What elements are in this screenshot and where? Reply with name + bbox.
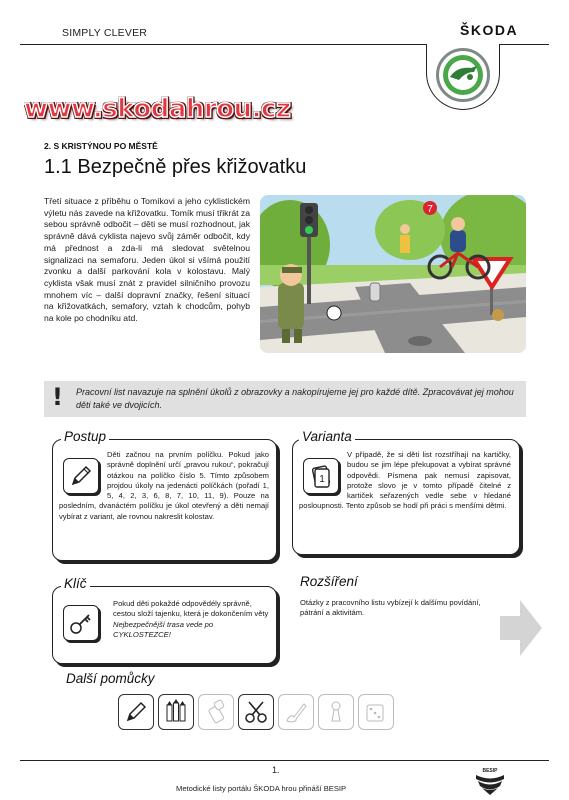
note-text: Pracovní list navazuje na splnění úkolů z obrazovky a nakopírujeme jej pro každé dítě. Zpracovávat jej mohou děti také ve dvojicích.: [76, 387, 514, 410]
tools-row: [118, 694, 394, 730]
crayons-icon: [158, 694, 194, 730]
postup-text: Děti začnou na prvním políčku. Pokud jako správně doplnění určí „pravou rukou“, pokračují otázkou na políčko číslo 5. Tímto způsobem projdou úkoly na jedenácti políčkách (pořadí 1, 5, 4, 2, 3, 6, 8, 7, 10, 11, 9). Pouze na posledním, dvanáctém políčku je úkol otevřený a děti nemají vybírat z variant, ale rovnou nakreslit kolostav.: [59, 450, 269, 521]
sign-number: 7: [427, 204, 433, 215]
site-url-logo[interactable]: www.skodahrou.cz: [24, 94, 291, 124]
scissors-icon: [238, 694, 274, 730]
pomucky-title: Další pomůcky: [66, 671, 155, 686]
brand-name: ŠKODA: [460, 22, 519, 38]
klic-box: [52, 576, 277, 664]
slogan: SIMPLY CLEVER: [62, 27, 148, 39]
crossroads-illustration: [260, 195, 526, 353]
pencil-icon: [118, 694, 154, 730]
exclamation-icon: !: [52, 383, 63, 411]
skoda-logo: [436, 48, 490, 102]
besip-logo: [470, 766, 510, 796]
besip-label: BESIP: [482, 768, 498, 774]
game-piece-icon: [318, 694, 354, 730]
page-number: 1.: [272, 765, 280, 775]
varianta-box: [292, 429, 520, 555]
footer-text: Metodické listy portálu ŠKODA hrou přináší BESIP: [176, 784, 347, 793]
paintbrush-icon: [278, 694, 314, 730]
klic-text: Pokud děti pokaždé odpovědély správně, cestou složí tajenku, která je dokončením věty: [113, 599, 269, 619]
rozsireni-title: Rozšíření: [300, 574, 358, 589]
footer-divider: [20, 760, 549, 761]
glue-stick-icon: [198, 694, 234, 730]
rozsireni-text: Otázky z pracovního listu vybízejí k dalšímu povídání, pátrání a aktivitám.: [300, 598, 481, 618]
postup-title: Postup: [61, 429, 109, 444]
postup-box: [52, 429, 277, 561]
page-title: 1.1 Bezpečně přes křižovatku: [44, 156, 307, 178]
svg-text:1: 1: [319, 474, 325, 485]
skoda-arrow-icon: [441, 53, 485, 97]
klic-title: Klíč: [61, 576, 90, 591]
section-label: 2. S KRISTÝNOU PO MĚSTĚ: [44, 141, 158, 151]
next-arrow-icon[interactable]: [500, 600, 542, 656]
intro-paragraph: Třetí situace z příběhu o Tomíkovi a jeho cyklistickém výletu nás zavede na křižovatku. Tomík musí třikrát za sebou správně odbočit – děti se musí rozhodnout, jak správně dává cyklista najevo svůj záměr odbočit, kdy má přednost a zda-li má sledovat světelnou signalizaci na semaforu. Jeden úkol si všímá použití zvonku a další parkování kola v kolostavu. Malý cyklista však musí znát z pravidel silničního provozu mnohem víc – další dopravní značky, řešení situací na křižovatkách, semafory, vztah k chodcům, pohyb na kole po chodníku atd.: [44, 196, 250, 324]
dice-icon: [358, 694, 394, 730]
key-icon: [63, 605, 99, 641]
klic-solution: Nejbezpečnější trasa vede po CYKLOSTEZCE!: [113, 619, 214, 639]
varianta-text: V případě, že si děti list rozstříhají na kartičky, budou se jim lépe překupovat a vybírat správné odpovědi. Písmena pak nemusí zapisovat, protože slovo je v tomto případě čitelné z kartiček seřazených vedle sebe v hledané posloupnosti. Tento způsob se hodí při práci s menšími dětmi.: [299, 450, 511, 511]
varianta-title: Varianta: [299, 429, 355, 444]
